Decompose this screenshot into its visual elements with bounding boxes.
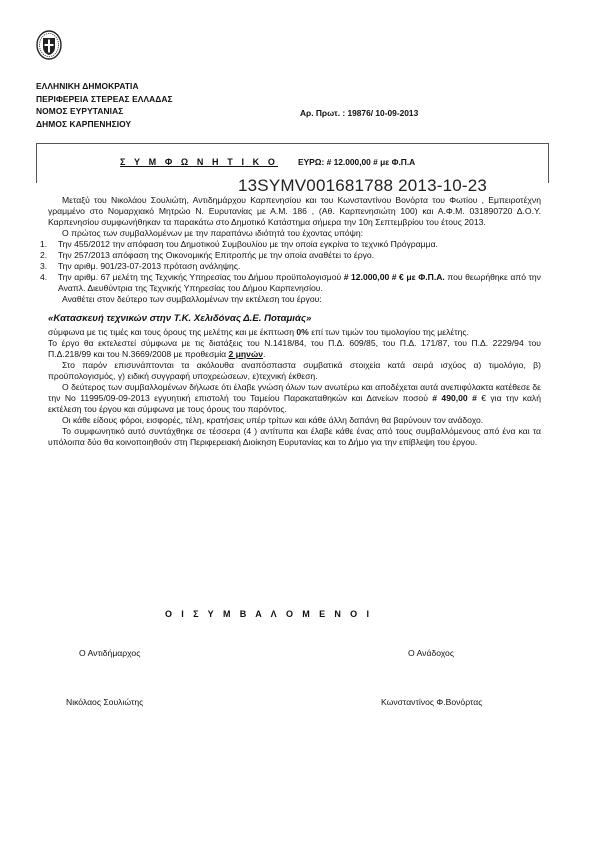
list-item — [40, 250, 541, 261]
budget-amount: # 12.000,00 # € με Φ.Π.Α. — [343, 272, 445, 282]
list-item-text: Την 257/2013 απόφαση της Οικονομικής Επιτροπής με την οποία αναθέτει το έργο. — [58, 250, 375, 260]
list-item — [40, 239, 541, 250]
execution-text-end: . — [263, 349, 266, 359]
deadline-value: 2 μηνών — [228, 349, 263, 359]
prices-paragraph — [48, 327, 541, 338]
taxes-paragraph: Οι κάθε είδους φόροι, εισφορές, τέλη, κρατήσεις υπέρ τρίτων και κάθε άλλη δαπάνη θα βαρύνουν τον ανάδοχο. — [62, 415, 484, 425]
list-item — [40, 272, 541, 294]
list-item-text — [58, 272, 541, 294]
execution-text: Το έργο θα εκτελεστεί σύμφωνα με τις διατάξεις του Ν.1418/84, του Π.Δ. 609/85, του Π.Δ. 171/87, του Π.Δ. 2229/94 του Π.Δ.218/99 και του Ν.3669/2008 με προθεσμία — [48, 338, 541, 359]
deputy-mayor-role: Ο Αντιδήμαρχος — [79, 648, 141, 658]
frame-left-rule — [36, 143, 37, 183]
copies-paragraph: Το συμφωνητικό αυτό συντάχθηκε σε τέσσερα (4 ) αντίτυπα και έλαβε κάθε ένας από τους συμβαλλόμενους από ένα και τα υπόλοιπα δύο θα κοινοποιηθούν στη Περιφερειακή Διοίκηση Ευρυτανίας και το Δήμο για την επίβλεψη του έργου. — [48, 426, 541, 447]
guarantee-text: Ο δεύτερος των συμβαλλομένων δήλωσε ότι έλαβε γνώση όλων των ανωτέρω και αποδέχεται αυτά ανεπιφύλακτα κατέθεσε δε την Νο 11995/09-09-2013 εγγυητική επιστολή του Ταμείου Παρακαταθηκών και Δανείων ποσού — [48, 382, 541, 403]
greek-coat-of-arms-icon — [36, 30, 62, 60]
considering-paragraph: Ο πρώτος των συμβαλλομένων με την παραπάνω ιδιότητά του έχοντας υπόψη: — [62, 228, 364, 238]
header-prefecture: ΝΟΜΟΣ ΕΥΡΥΤΑΝΙΑΣ — [36, 106, 124, 116]
list-item — [40, 261, 541, 272]
list-item-number: 4. — [40, 272, 48, 282]
contractor-role: Ο Ανάδοχος — [408, 648, 454, 658]
guarantee-amount: # 490,00 # — [432, 393, 477, 403]
frame-top-rule — [36, 143, 549, 144]
intro-paragraph: Μεταξύ του Νικολάου Σουλιώτη, Αντιδημάρχου Καρπενησίου και του Κωνσταντίνου Βονόρτα του Φωτίου , Εμπειροτέχνη γραμμένο στο Νομαρχιακό Μητρώο Ν. Ευρυτανίας με Α.Μ. 186 , (Αθ. Καρπενησιώτη 100) και Α.Φ.Μ. 031890720 Δ.Ο.Υ. Καρπενησίου συμφωνήθηκαν τα παρακάτω στο Δημοτικό Κατάστημα σήμερα την 10η Σεπτεμβρίου του έτους 2013. — [48, 195, 541, 227]
assigns-paragraph: Αναθέτει στον δεύτερο των συμβαλλομένων την εκτέλεση του έργου: — [62, 294, 322, 304]
item-text-post: που θεωρήθηκε από την Αναπλ. Διευθύντρια της Τεχνικής Υπηρεσίας του Δήμου Καρπενησίου. — [58, 272, 541, 293]
guarantee-text-end: € για την καλή εκτέλεση του έργου και σύμφωνα με τους όρους του παρόντος. — [48, 393, 542, 414]
contract-body — [40, 195, 542, 448]
protocol-number: Αρ. Πρωτ. : 19876/ 10-09-2013 — [300, 108, 419, 118]
guarantee-paragraph — [48, 382, 541, 415]
contractor-name: Κωνσταντίνος Φ.Βονόρτας — [381, 697, 483, 707]
list-item-number: 3. — [40, 261, 48, 271]
list-item-number: 2. — [40, 250, 48, 260]
project-title: «Κατασκευή τεχνικών στην Τ.Κ. Χελιδόνας Δ.Ε. Ποταμιάς» — [48, 313, 312, 324]
discount-value: 0% — [296, 327, 309, 337]
list-item-text: Την αριθμ. 901/23-07-2013 πρόταση ανάληψης. — [58, 261, 241, 271]
header-region: ΠΕΡΙΦΕΡΕΙΑ ΣΤΕΡΕΑΣ ΕΛΛΑΔΑΣ — [36, 94, 173, 104]
frame-right-rule — [548, 143, 549, 183]
ada-stamp: 13SYMV001681788 2013-10-23 — [238, 176, 488, 195]
contract-amount: ΕΥΡΩ: # 12.000,00 # με Φ.Π.Α — [298, 157, 416, 167]
prices-text-end: επί των τιμών του τιμολογίου της μελέτης. — [308, 327, 469, 337]
annexed-paragraph: Στο παρόν επισυνάπτονται τα ακόλουθα αναπόσπαστα συμβατικά στοιχεία κατά σειρά ισχύος α) τιμολόγιο, β) προϋπολογισμός, γ) ειδική συγγραφή υποχρεώσεων, ε)τεχνική έκθεση. — [48, 360, 541, 381]
item-text-pre: Την αριθμ. 67 μελέτη της Τεχνικής Υπηρεσίας του Δήμου προϋπολογισμού — [58, 272, 344, 282]
list-item-number: 1. — [40, 239, 48, 249]
deputy-mayor-name: Νικόλαος Σουλιώτης — [66, 697, 144, 707]
list-item-text: Την 455/2012 την απόφαση του Δημοτικού Συμβουλίου με την οποία εγκρίνα το τεχνικό Πρόγραμμα. — [58, 239, 438, 249]
contract-title: Σ Υ Μ Φ Ω Ν Η Τ Ι Κ Ο — [120, 157, 278, 167]
prices-text: σύμφωνα με τις τιμές και τους όρους της μελέτης και με έκπτωση — [48, 327, 297, 337]
signatories-heading: Ο Ι Σ Υ Μ Β Α Λ Ο Μ Ε Ν Ο Ι — [165, 609, 373, 619]
execution-paragraph — [48, 338, 541, 360]
header-municipality: ΔΗΜΟΣ ΚΑΡΠΕΝΗΣΙΟΥ — [36, 119, 132, 129]
header-country: ΕΛΛΗΝΙΚΗ ΔΗΜΟΚΡΑΤΙΑ — [36, 81, 139, 91]
